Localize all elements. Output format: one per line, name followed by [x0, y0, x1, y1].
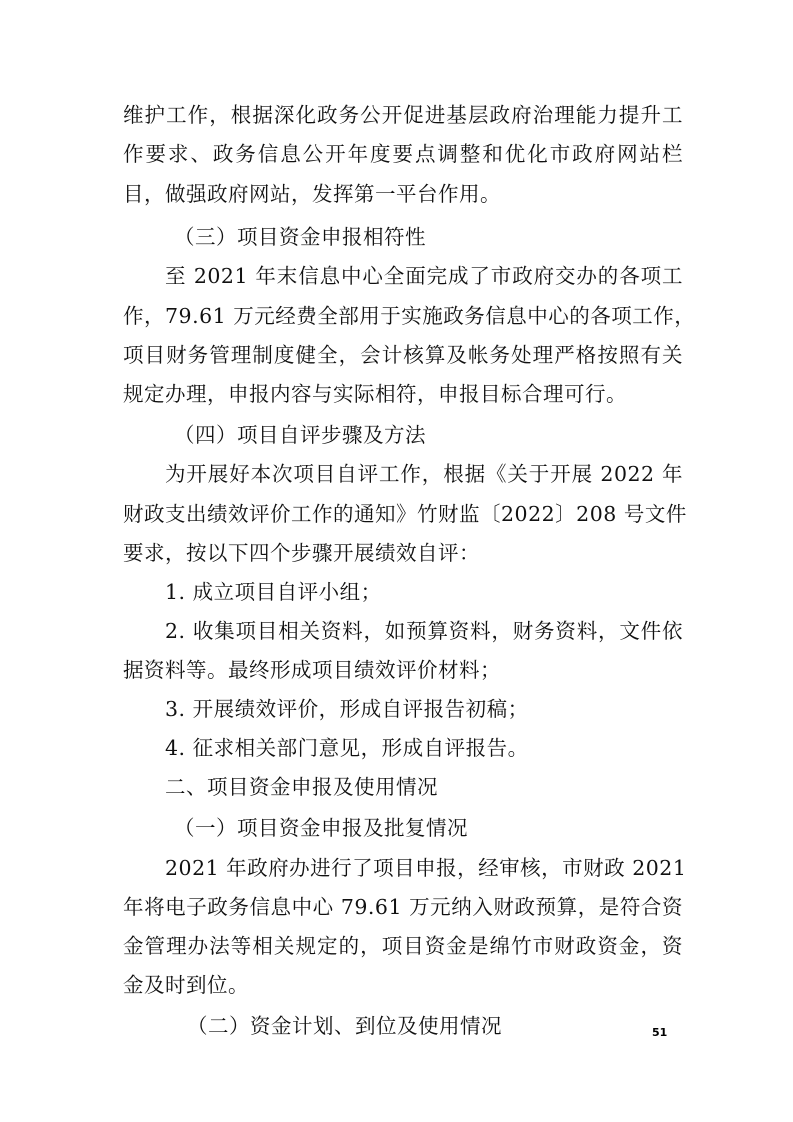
- section-heading: （四）项目自评步骤及方法: [174, 423, 426, 447]
- body-line: 规定办理，申报内容与实际相符，申报目标合理可行。: [123, 382, 627, 406]
- body-line: 金管理办法等相关规定的，项目资金是绵竹市财政资金，资: [123, 934, 683, 958]
- section-heading: （一）项目资金申报及批复情况: [174, 816, 468, 840]
- section-heading: （二）资金计划、到位及使用情况: [187, 1014, 502, 1038]
- section-heading: （三）项目资金申报相符性: [174, 225, 426, 249]
- body-line: 财政支出绩效评价工作的通知》竹财监〔2022〕208 号文件: [123, 502, 687, 526]
- body-line: 为开展好本次项目自评工作，根据《关于开展 2022 年: [165, 462, 683, 486]
- body-line: 作要求、政务信息公开年度要点调整和优化市政府网站栏: [123, 142, 683, 166]
- body-line: 至 2021 年末信息中心全面完成了市政府交办的各项工: [165, 264, 683, 288]
- body-line: 目，做强政府网站，发挥第一平台作用。: [123, 182, 501, 206]
- body-line: 项目财务管理制度健全，会计核算及帐务处理严格按照有关: [123, 343, 683, 367]
- list-item: 2. 收集项目相关资料，如预算资料，财务资料，文件依: [165, 619, 683, 643]
- body-line: 金及时到位。: [123, 973, 249, 997]
- list-item: 4. 征求相关部门意见，形成自评报告。: [165, 736, 529, 760]
- page-number: 51: [652, 1026, 668, 1039]
- chapter-heading: 二、项目资金申报及使用情况: [165, 775, 438, 799]
- list-item: 3. 开展绩效评价，形成自评报告初稿；: [165, 697, 529, 721]
- body-line: 维护工作，根据深化政务公开促进基层政府治理能力提升工: [123, 103, 683, 127]
- list-item-continuation: 据资料等。最终形成项目绩效评价材料；: [123, 658, 501, 682]
- body-line: 年将电子政务信息中心 79.61 万元纳入财政预算，是符合资: [123, 895, 683, 919]
- body-line: 2021 年政府办进行了项目申报，经审核，市财政 2021: [165, 856, 687, 880]
- list-item: 1. 成立项目自评小组；: [165, 580, 382, 604]
- body-line: 要求，按以下四个步骤开展绩效自评：: [123, 541, 480, 565]
- body-line: 作，79.61 万元经费全部用于实施政务信息中心的各项工作，: [123, 304, 696, 328]
